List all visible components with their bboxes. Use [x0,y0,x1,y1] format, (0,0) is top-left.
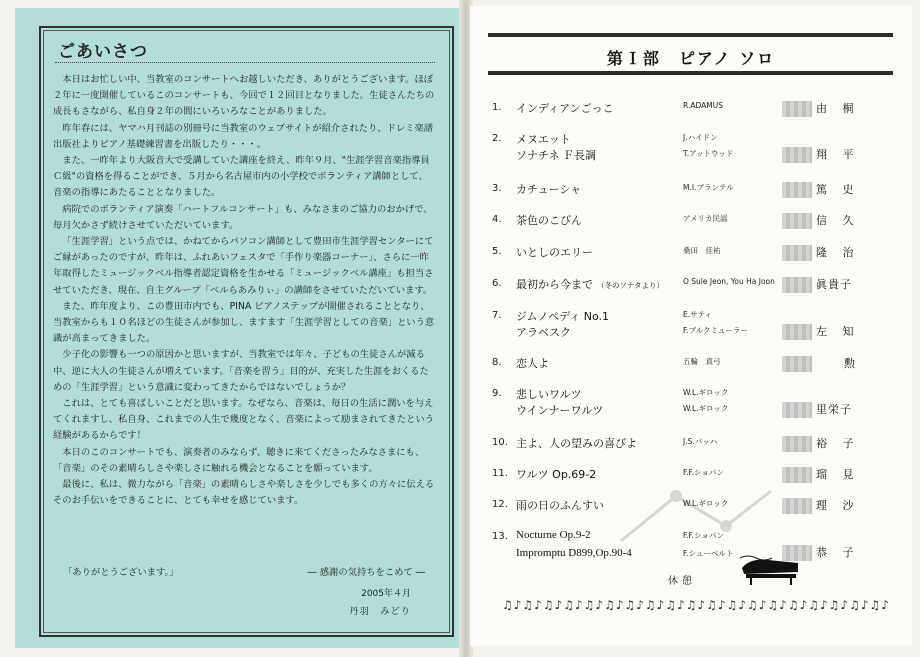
redacted-name-block [782,213,812,229]
item-number: 9. [492,388,502,399]
greeting-paragraph: 昨年春には、ヤマハ月刊誌の別冊号に当教室のウェブサイトが紹介されたり、ドレミ楽譜出版社よりピアノ基礎練習書を出版したり・・・。 [53,122,434,150]
item-title: ジムノペディ No.1 [516,310,609,323]
item-number: 5. [492,246,502,257]
item-title: いとしのエリー [516,246,593,259]
performer-name: 信 久 [816,214,860,227]
program-item [470,246,912,276]
item-composer: W.L.ギロック [683,499,729,508]
item-number: 13. [492,531,508,542]
greeting-paragraph: 本日のこのコンサートでも、演奏者のみならず、聴きに来てくださったみなさまにも、「音楽」のその素晴らしさや楽しさに触れる機会となることを願っています。 [53,446,425,474]
performer-name: 篤 史 [816,183,860,196]
item-title: 悲しいワルツ [516,388,582,401]
item-number: 11. [492,468,508,479]
title-bar-bottom [488,71,893,75]
item-composer: F.F.ショパン [683,531,724,540]
item-number: 12. [492,499,508,510]
redacted-name-block [782,356,812,372]
performer-name: 里栄子 [816,403,852,416]
item-composer: E.サティ [683,310,713,319]
item-composer: J.ハイドン [683,133,718,142]
item-title: アラベスク [516,326,571,339]
item-number: 2. [492,133,502,144]
greeting-paragraph: これは、とても喜ばしいことだと思います。なぜなら、音楽は、毎日の生活に潤いを与えてくれますし、私自身、これまでの人生で幾度となく、音楽によって励まされてきたという経験があるからです！ [53,398,434,442]
item-composer: W.L.ギロック [683,404,729,413]
program-page [470,6,912,646]
greeting-title-rule [55,62,435,63]
greeting-paragraph: また、昨年度より、この豊田市内でも、PINA ピアノステップが開催されることとなり、当教室からも１０名ほどの生徒さんが参加し、ますます「生涯学習としての音楽」という意識が高まってきました。 [53,300,435,345]
item-composer: F.シューベルト [683,549,734,558]
redacted-name-block [782,101,812,117]
item-number: 10. [492,437,508,448]
performer-name: 理 沙 [816,499,860,512]
item-title: カチューシャ [516,183,582,196]
performer-name: 左 知 [816,325,860,338]
item-composer: R.ADAMUS [683,101,723,110]
item-number: 8. [492,357,502,368]
greeting-paragraph: また、一昨年より大阪音大で受講していた講座を終え、昨年９月、"生涯学習音楽指導員Ｃ級"の資格を得ることができ、５月から名古屋市内の小学校でボランティア講師として、音楽の指導にあたることとなりました。 [53,155,430,199]
performer-name: 隆 治 [816,246,860,259]
item-title: ウインナーワルツ [516,404,604,417]
item-title: 主よ、人の望みの喜びよ [516,437,637,450]
program-item [470,437,912,467]
greeting-body [53,72,435,509]
item-composer: W.L.ギロック [683,388,729,397]
redacted-name-block [782,277,812,293]
performer-name: 恭 子 [816,546,860,559]
program-item [470,357,912,387]
performer-name: 由 桐 [816,102,860,115]
item-composer: T.アットウッド [683,149,734,158]
greeting-signature: 丹羽 みどり [349,606,411,617]
item-number: 3. [492,183,502,194]
item-title: 茶色のこびん [516,214,582,227]
redacted-name-block [782,436,812,452]
program-item [470,310,912,340]
program-item [470,531,912,561]
redacted-name-block [782,467,812,483]
item-number: 6. [492,278,502,289]
music-notes-border: ♫♪♫♪♫♪♫♪♫♪♫♪♫♪♫♪♫♪♫♪♫♪♫♪♫♪♫♪♫♪♫♪♫♪♫♪♫♪ [502,598,890,612]
item-title: Impromptu D899,Op.90-4 [516,547,632,559]
greeting-paragraph: 「生涯学習」という点では、かねてからパソコン講師として豊田市生涯学習センターにてご縁があったのですが、昨年は、ふれあいフェスタで「手作り楽器コーナー」、さらに一昨年取得したミュージックベル指導者認定資格を生かせる「ミュージックベル講座」も担当させていただき、現在、自主グループ「ベルらあみりぃ」の講師をさせていただいています。 [53,236,434,296]
item-number: 1. [492,102,502,113]
item-number: 4. [492,214,502,225]
greeting-paragraph: 最後に、私は、微力ながら「音楽」の素晴らしさや楽しさを少しでも多くの方々に伝えるそのお手伝いをできることに、とても幸せを感じています。 [53,479,435,507]
item-composer: J.S.バッハ [683,437,718,446]
item-composer: F.F.ショパン [683,468,724,477]
item-subtitle: （冬のソナタより） [597,281,664,290]
program-item [470,388,912,418]
item-title: Nocturne Op.9-2 [516,529,591,541]
intermission-label: 休憩 [668,576,696,587]
greeting-page [15,8,463,648]
item-number: 7. [492,310,502,321]
redacted-name-block [782,147,812,163]
program-item [470,214,912,244]
greeting-date: 2005年４月 [361,589,411,599]
greeting-paragraph: 少子化の影響も一つの原因かと思いますが、当教室では年々、子どもの生徒さんが減る中、逆に大人の生徒さんが増えています。「音楽を習う」目的が、充実した生涯をおくるための「生涯学習」という意識に変わってきたからではないでしょうか？ [53,349,429,393]
performer-name: 裕 子 [816,437,860,450]
program-item [470,102,912,132]
performer-name: 眞貴子 [816,278,852,291]
item-title-text: 最初から今まで [516,278,593,291]
greeting-thanks: 「ありがとうございます。」 [63,567,179,578]
performer-name: 瑠 見 [816,468,860,481]
item-composer: アメリカ民謡 [683,214,728,223]
item-composer: 桑田 佳祐 [683,246,721,255]
item-title: 雨の日のふんすい [516,499,604,512]
item-composer: 五輪 真弓 [683,357,721,366]
grand-piano-icon [740,554,802,586]
program-item [470,468,912,498]
greeting-paragraph: 病院でのボランティア演奏「ハートフルコンサート」も、みなさまのご協力のおかげで、毎月欠かさず続けさせていただいています。 [53,203,433,231]
redacted-name-block [782,182,812,198]
item-title: メヌエット [516,133,571,146]
program-title: 第Ｉ部 ピアノ ソロ [606,49,776,68]
performer-name: 翔 平 [816,148,860,161]
program-item [470,133,912,163]
item-composer: O Sule Jeon, You Ha Joon [683,277,775,286]
item-title: インディアンごっこ [516,102,614,115]
performer-name: 勲 [844,357,861,370]
title-bar-top [488,33,893,37]
program-item [470,278,912,308]
program-item [470,183,912,213]
item-title: ソナチネ Ｆ長調 [516,149,597,162]
redacted-name-block [782,402,812,418]
redacted-name-block [782,245,812,261]
item-composer: M.I.ブランテル [683,183,734,192]
greeting-paragraph: 本日はお忙しい中、当教室のコンサートへお越しいただき、ありがとうございます。ほぼ２年に一度開催しているこのコンサートも、今回で１２回目となりました。生徒さんたちの成長もさながら、私自身２年の間にいろいろなことがありました。 [53,74,435,118]
program-item [470,499,912,529]
item-title: 恋人よ [516,357,549,370]
redacted-name-block [782,498,812,514]
greeting-feelings: ― 感謝の気持ちをこめて ― [307,567,425,578]
redacted-name-block [782,324,812,340]
item-title [516,276,664,292]
item-title: ワルツ Op.69-2 [516,468,597,481]
item-composer: F.ブルクミューラー [683,326,748,335]
greeting-title: ごあいさつ [58,42,148,62]
